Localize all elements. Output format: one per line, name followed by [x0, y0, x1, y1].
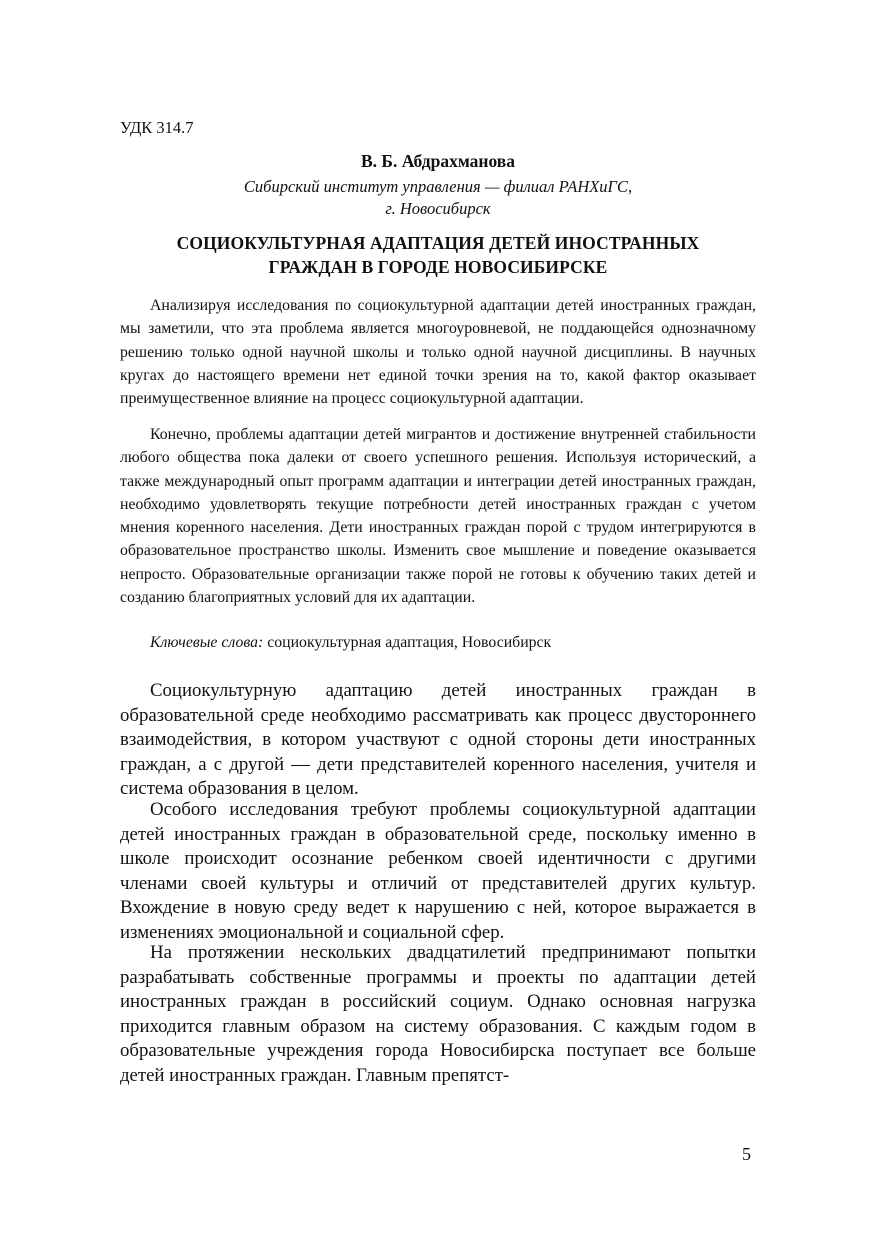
affiliation-line-2: г. Новосибирск	[385, 199, 491, 218]
abstract-paragraph-2: Конечно, проблемы адаптации детей мигрантов и достижение внутренней стабильности любого общества пока далеки от своего успешного решения. Используя исторический, а также международный опыт программ адаптации и интеграции детей иностранных граждан, необходимо удовлетворять текущие потребности детей иностранных граждан с учетом мнения коренного населения. Дети иностранных граждан порой с трудом интегрируются в образовательное пространство школы. Изменить свое мышление и поведение оказывается непросто. Образовательные организации также порой не готовы к обучению таких детей и созданию благоприятных условий для их адаптации.	[120, 426, 756, 607]
keywords	[150, 634, 551, 652]
udk-code: УДК 314.7	[120, 118, 194, 137]
keywords-label: Ключевые слова:	[150, 634, 264, 651]
affiliation-line-1: Сибирский институт управления — филиал РАНХиГС,	[243, 177, 633, 196]
article-title-line-2: ГРАЖДАН В ГОРОДЕ НОВОСИБИРСКЕ	[268, 257, 608, 277]
body-paragraph-1: Социокультурную адаптацию детей иностранных граждан в образовательной среде необходимо рассматривать как процесс двустороннего взаимодействия, в котором участвуют с одной стороны дети иностранных граждан, а с другой — дети представителей коренного населения, учителя и система образования в целом.	[120, 680, 756, 800]
page-number: 5	[742, 1144, 751, 1164]
body-paragraph-2: Особого исследования требуют проблемы социокультурной адаптации детей иностранных граждан в образовательной среде, поскольку именно в школе происходит осознание ребенком своей идентичности с другими членами своей культуры и отличий от представителей других культур. Вхождение в новую среду ведет к нарушению с ней, которое выражается в изменениях эмоциональной и социальной сфер.	[120, 799, 756, 943]
abstract-paragraph-1: Анализируя исследования по социокультурной адаптации детей иностранных граждан, мы заметили, что эта проблема является многоуровневой, не поддающейся однозначному решению только одной научной школы и только одной научной дисциплины. В научных кругах до настоящего времени нет единой точки зрения на то, какой фактор оказывает преимущественное влияние на процесс социокультурной адаптации.	[120, 297, 756, 408]
article-title-line-1: СОЦИОКУЛЬТУРНАЯ АДАПТАЦИЯ ДЕТЕЙ ИНОСТРАННЫХ	[176, 233, 700, 253]
body-paragraph-3: На протяжении нескольких двадцатилетий предпринимают попытки разрабатывать собственные программы и проекты по адаптации детей иностранных граждан в российский социум. Однако основная нагрузка приходится главным образом на систему образования. С каждым годом в образовательные учреждения города Новосибирска поступает все больше детей иностранных граждан. Главным препятст-	[120, 942, 756, 1086]
keywords-value: социокультурная адаптация, Новосибирск	[263, 634, 552, 651]
author-name: В. Б. Абдрахманова	[360, 151, 516, 171]
